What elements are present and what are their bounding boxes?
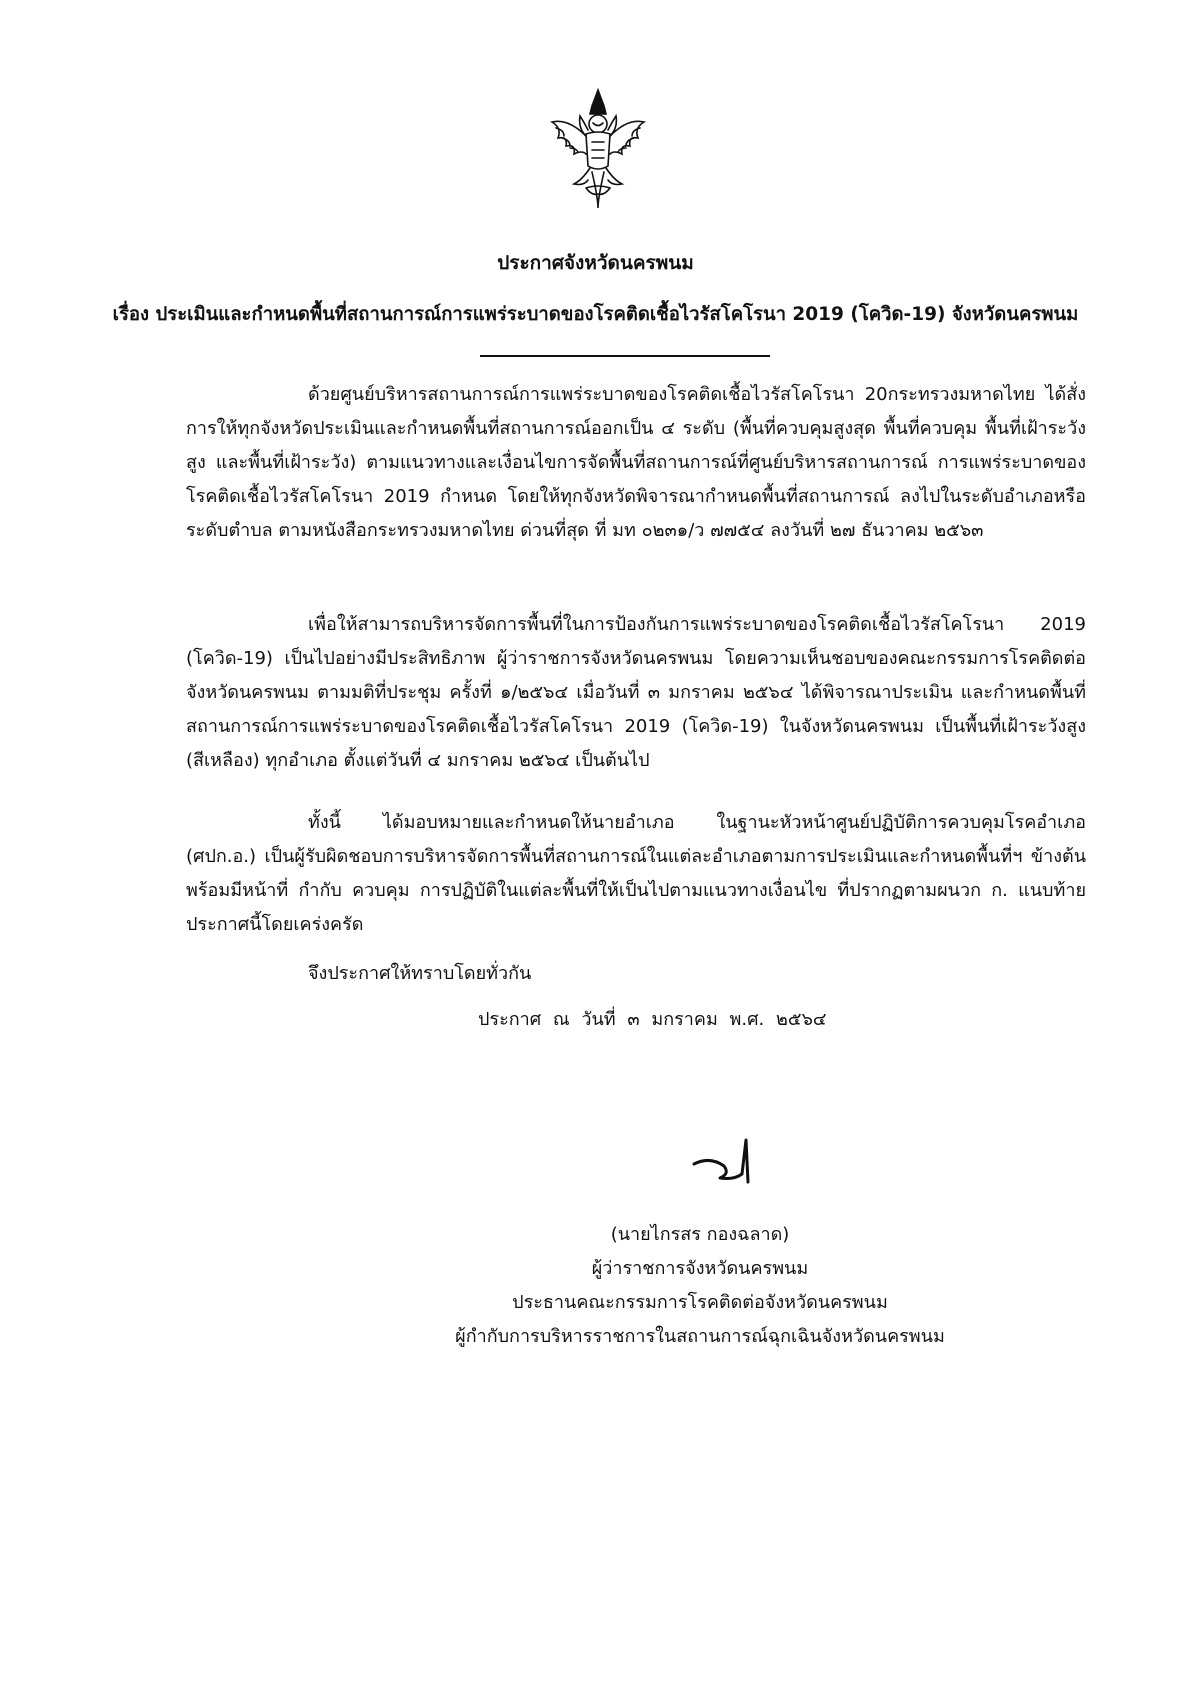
body-paragraph-3: ทั้งนี้ ได้มอบหมายและกำหนดให้นายอำเภอ ในฐานะหัวหน้าศูนย์ปฏิบัติการควบคุมโรคอำเภอ (ศปก.อ.) เป็นผู้รับผิดชอบการบริหารจัดการพื้นที่สถานการณ์ในแต่ละอำเภอตามการประเมินและกำหนดพื้นที่ฯ ข้างต้น พร้อมมีหน้าที่ กำกับ ควบคุม การปฏิบัติในแต่ละพื้นที่ให้เป็นไปตามแนวทางเงื่อนไข ที่ปรากฏตามผนวก ก. แนบท้ายประกาศนี้โดยเคร่งครัด <box>186 812 1086 935</box>
signatory-position-2: ประธานคณะกรรมการโรคติดต่อจังหวัดนครพนม <box>512 1292 888 1313</box>
body-paragraph-2: เพื่อให้สามารถบริหารจัดการพื้นที่ในการป้องกันการแพร่ระบาดของโรคติดเชื้อไวรัสโคโรนา 2019 (โควิด-19) เป็นไปอย่างมีประสิทธิภาพ ผู้ว่าราชการจังหวัดนครพนม โดยความเห็นชอบของคณะกรรมการโรคติดต่อ จังหวัดนครพนม ตามมติที่ประชุม ครั้งที่ ๑/๒๕๖๔ เมื่อวันที่ ๓ มกราคม ๒๕๖๔ ได้พิจารณาประเมิน และกำหนดพื้นที่สถานการณ์การแพร่ระบาดของโรคติดเชื้อไวรัสโคโรนา 2019 (โควิด-19) ในจังหวัดนครพนม เป็นพื้นที่เฝ้าระวังสูง (สีเหลือง) ทุกอำเภอ ตั้งแต่วันที่ ๔ มกราคม ๒๕๖๔ เป็นต้นไป <box>186 614 1086 771</box>
body-paragraph-1: ด้วยศูนย์บริหารสถานการณ์การแพร่ระบาดของโรคติดเชื้อไวรัสโคโรนา 20กระทรวงมหาดไทย ได้สั่งการให้ทุกจังหวัดประเมินและกำหนดพื้นที่สถานการณ์ออกเป็น ๔ ระดับ (พื้นที่ควบคุมสูงสุด พื้นที่ควบคุม พื้นที่เฝ้าระวังสูง และพื้นที่เฝ้าระวัง) ตามแนวทางและเงื่อนไขการจัดพื้นที่สถานการณ์ที่ศูนย์บริหารสถานการณ์ การแพร่ระบาดของโรคติดเชื้อไวรัสโคโรนา 2019 กำหนด โดยให้ทุกจังหวัดพิจารณากำหนดพื้นที่สถานการณ์ ลงไปในระดับอำเภอหรือระดับตำบล ตามหนังสือกระทรวงมหาดไทย ด่วนที่สุด ที่ มท ๐๒๓๑/ว ๗๗๕๔ ลงวันที่ ๒๗ ธันวาคม ๒๕๖๓ <box>186 384 1086 541</box>
signatory-position-1: ผู้ว่าราชการจังหวัดนครพนม <box>591 1258 809 1279</box>
signature-block <box>430 1218 970 1354</box>
signatory-position-3: ผู้กำกับการบริหารราชการในสถานการณ์ฉุกเฉินจังหวัดนครพนม <box>455 1326 945 1347</box>
document-title: ประกาศจังหวัดนครพนม <box>497 252 694 274</box>
title-divider <box>480 355 770 357</box>
document-subject: เรื่อง ประเมินและกำหนดพื้นที่สถานการณ์การแพร่ระบาดของโรคติดเชื้อไวรัสโคโรนา 2019 (โควิด-19) จังหวัดนครพนม <box>112 304 1079 325</box>
handwritten-signature-icon <box>690 1134 770 1194</box>
announcement-date: ประกาศ ณ วันที่ ๓ มกราคม พ.ศ. ๒๕๖๔ <box>478 1009 827 1030</box>
closing-statement: จึงประกาศให้ทราบโดยทั่วกัน <box>308 963 532 984</box>
garuda-emblem-icon <box>548 88 648 210</box>
signatory-name: (นายไกรสร กองฉลาด) <box>610 1224 790 1245</box>
